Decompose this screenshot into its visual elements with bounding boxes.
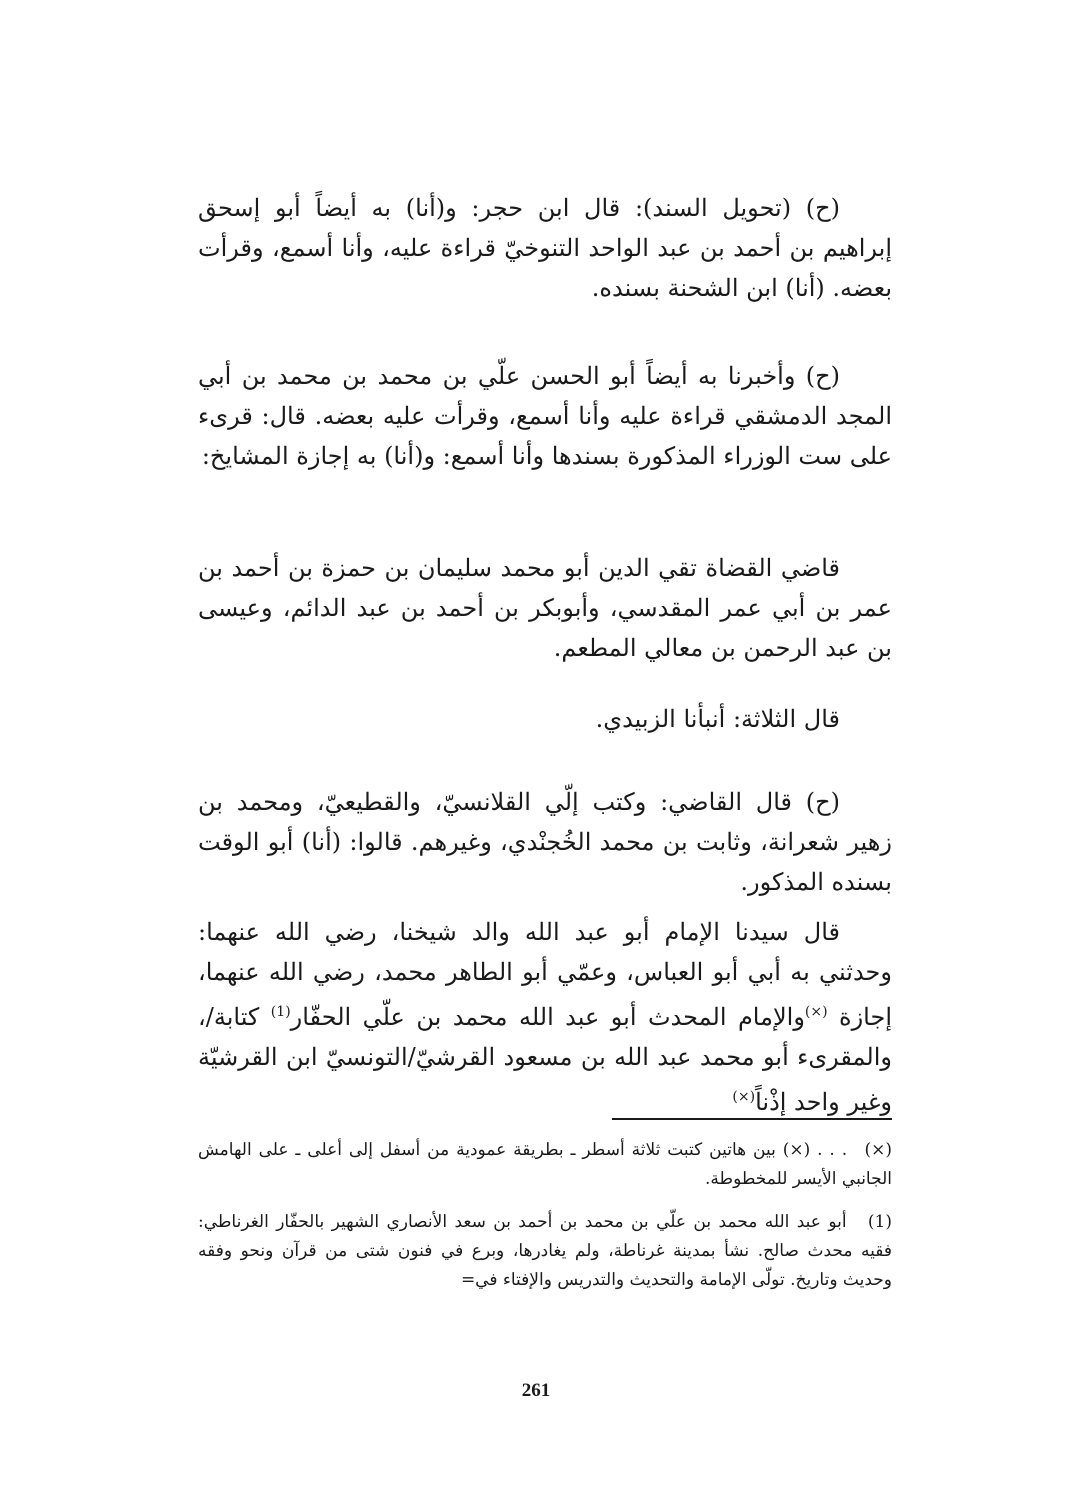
footnote-separator [612,1118,892,1120]
page-number: 261 [521,1380,551,1401]
footnote-text: . . . (×) بين هاتين كتبت ثلاثة أسطر ـ بطريقة عمودية من أسفل إلى أعلى ـ على الهامش الجانبي الأيسر للمخطوطة. [198,1140,892,1189]
paragraph-al-thalatha: قال الثلاثة: أنبأنا الزبيدي. [595,705,840,733]
footnote-reference-x: (×) [804,1004,828,1020]
footnote-reference-x: (×) [732,1089,756,1105]
paragraph-tahwil-sanad: (ح) (تحويل السند): قال ابن حجر: و(أنا) به أيضاً أبو إسحق إبراهيم بن أحمد بن عبد الواحد التنوخيّ قراءة عليه، وأنا أسمع، وقرأت بعضه. (أنا) ابن الشحنة بسنده. [198,194,892,302]
paragraph-text: والإمام المحدث أبو عبد الله محمد بن علّي الحفّار [290,1003,805,1031]
paragraph-abu-al-hasan: (ح) وأخبرنا به أيضاً أبو الحسن علّي بن محمد بن محمد بن أبي المجد الدمشقي قراءة عليه وأنا أسمع، وقرأت عليه بعضه. قال: قرىء على ست الوزراء المذكورة بسندها وأنا أسمع: و(أنا) به إجازة المشايخ: [198,362,892,470]
footnote-marker: (1) [867,1212,892,1232]
paragraph-qal-al-qadi: (ح) قال القاضي: وكتب إلّي القلانسيّ، والقطيعيّ، ومحمد بن زهير شعرانة، وثابت بن محمد الخُجنْدي، وغيرهم. قالوا: (أنا) أبو الوقت بسنده المذكور. [198,788,892,896]
paragraph-qadi-al-qudat: قاضي القضاة تقي الدين أبو محمد سليمان بن حمزة بن أحمد بن عمر بن أبي عمر المقدسي، وأبوبكر بن أحمد بن عبد الدائم، وعيسى بن عبد الرحمن بن معالي المطعم. [198,554,892,662]
footnote-x [198,1136,892,1194]
footnote-reference-1: (1) [270,1004,291,1020]
footnote-1 [198,1208,892,1295]
paragraph-text: كتابة/، والمقرىء أبو محمد عبد الله بن مسعود القرشيّ/التونسيّ ابن القرشيّة وغير واحد إذْناً [198,1003,892,1116]
footnote-marker: (×) [864,1140,893,1160]
paragraph-text: قال سيدنا الإمام أبو عبد الله والد شيخنا، رضي الله عنهما: وحدثني به أبي أبو العباس، وعمّي أبو الطاهر محمد، رضي الله عنهما، إجازة [198,918,892,1031]
paragraph-sayyiduna-al-imam [198,912,892,1122]
footnote-text: أبو عبد الله محمد بن علّي بن محمد بن أحمد بن سعد الأنصاري الشهير بالحفّار الغرناطي: فقيه محدث صالح. نشأ بمدينة غرناطة، ولم يغادرها، وبرع في فنون شتى من قرآن ونحو وفقه وحديث وتاريخ. تولّى الإمامة والتحديث والتدريس والإفتاء في= [198,1212,892,1290]
